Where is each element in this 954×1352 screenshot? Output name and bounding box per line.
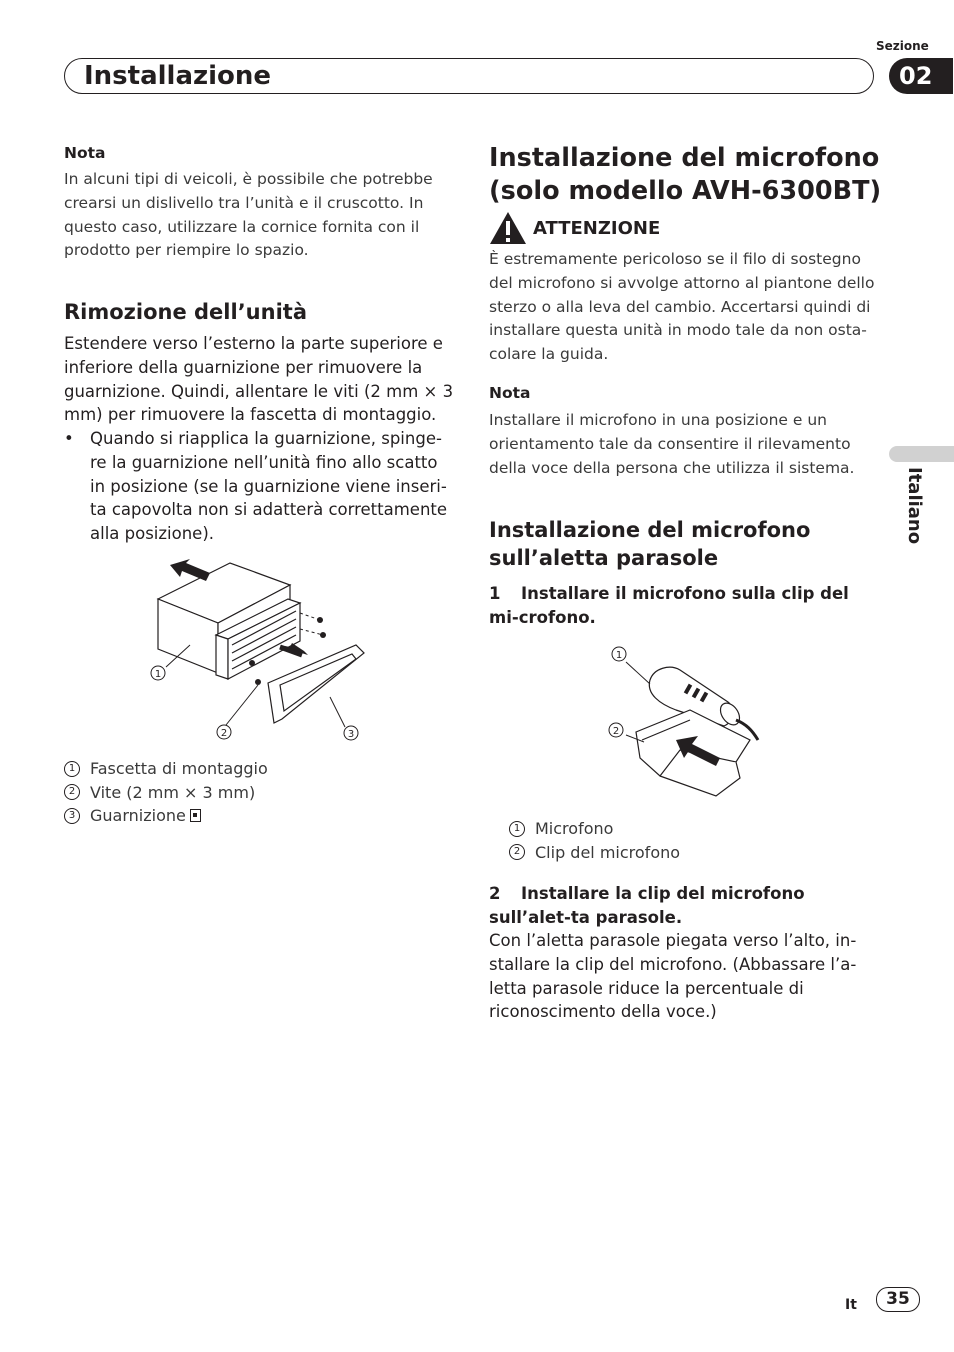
legend-number: 2: [509, 844, 525, 860]
step-text: Installare il microfono sulla clip del mi-crofono.: [489, 584, 849, 627]
left-note-text: In alcuni tipi di veicoli, è possibile che potrebbe crearsi un dislivello tra l’unità e il cruscotto. In questo caso, utilizzare la cornice fornita con il prodotto per riempire lo spazio.: [64, 170, 433, 260]
language-label: Italiano: [904, 467, 925, 545]
subheading-visor: Installazione del microfono sull’aletta parasole: [489, 518, 811, 570]
legend-label: Vite (2 mm × 3 mm): [90, 782, 256, 802]
legend-number: 1: [64, 761, 80, 777]
legend-number: 2: [64, 784, 80, 800]
language-tab: [889, 446, 954, 462]
step-1: [489, 582, 869, 630]
legend-item: [64, 757, 452, 781]
legend-number: 3: [64, 808, 80, 824]
left-note-title: Nota: [64, 144, 106, 162]
unit-removal-figure: [140, 555, 380, 745]
mic-callout-1: 1: [615, 650, 623, 661]
page-number: 35: [876, 1287, 920, 1312]
bullet-text: Quando si riapplica la guarnizione, spinge-re la guarnizione nell’unità fino allo scatto in posizione (se la guarnizione viene inseri-ta capovolta non si adatterà correttamente alla posizione).: [90, 429, 448, 544]
caution-header: [489, 211, 875, 245]
callout-3: 3: [347, 729, 355, 740]
warning-icon: [489, 211, 527, 245]
mic-callout-2: 2: [612, 726, 620, 737]
end-mark-icon: [190, 809, 201, 822]
step-2-body: Con l’aletta parasole piegata verso l’alto, in-stallare la clip del microfono. (Abbassare l’a-letta parasole riduce la percentuale di riconoscimento della voce.): [489, 931, 857, 1022]
section-label: Sezione: [876, 39, 929, 53]
legend-number: 1: [509, 821, 525, 837]
bullet-symbol: •: [64, 429, 74, 448]
footer-language: It: [845, 1297, 857, 1313]
page-title: Installazione: [84, 61, 272, 91]
section-heading-microphone: Installazione del microfono (solo modello AVH-6300BT): [489, 143, 882, 206]
left-legend: [64, 757, 452, 828]
removal-paragraph: Estendere verso l’esterno la parte superiore e inferiore della guarnizione per rimuovere la guarnizione. Quindi, allentare le viti (2 mm × 3 mm) per rimuovere la fascetta di montaggio.: [64, 334, 454, 425]
section-number: 02: [889, 58, 953, 94]
caution-title: ATTENZIONE: [533, 217, 661, 239]
legend-label: Fascetta di montaggio: [90, 759, 268, 778]
legend-label: Guarnizione: [90, 806, 186, 825]
step-text: Installare la clip del microfono sull’alet-ta parasole.: [489, 884, 805, 927]
removal-bullet: [64, 427, 454, 546]
right-note-text: Installare il microfono in una posizione e un orientamento tale da consentire il rilevamento della voce della persona che utilizza il sistema.: [489, 411, 855, 477]
right-note-title: Nota: [489, 384, 531, 402]
microphone-figure: [600, 640, 770, 805]
caution-text: È estremamente pericoloso se il filo di sostegno del microfono si avvolge attorno al piantone dello sterzo o alla leva del cambio. Accertarsi quindi di installare questa unità in modo tale da non osta-colare la guida.: [489, 250, 875, 364]
step-2: [489, 882, 874, 930]
legend-item: [64, 781, 452, 805]
legend-label: Microfono: [535, 819, 614, 838]
callout-1: 1: [154, 669, 162, 680]
step-number: 2: [489, 884, 501, 903]
legend-item: [64, 804, 452, 828]
legend-label: Clip del microfono: [535, 842, 681, 862]
section-heading-removal: Rimozione dell’unità: [64, 300, 307, 324]
step-number: 1: [489, 584, 501, 603]
legend-item: [509, 817, 680, 841]
callout-2: 2: [220, 728, 228, 739]
right-legend: [509, 817, 680, 864]
legend-item: [509, 841, 680, 865]
